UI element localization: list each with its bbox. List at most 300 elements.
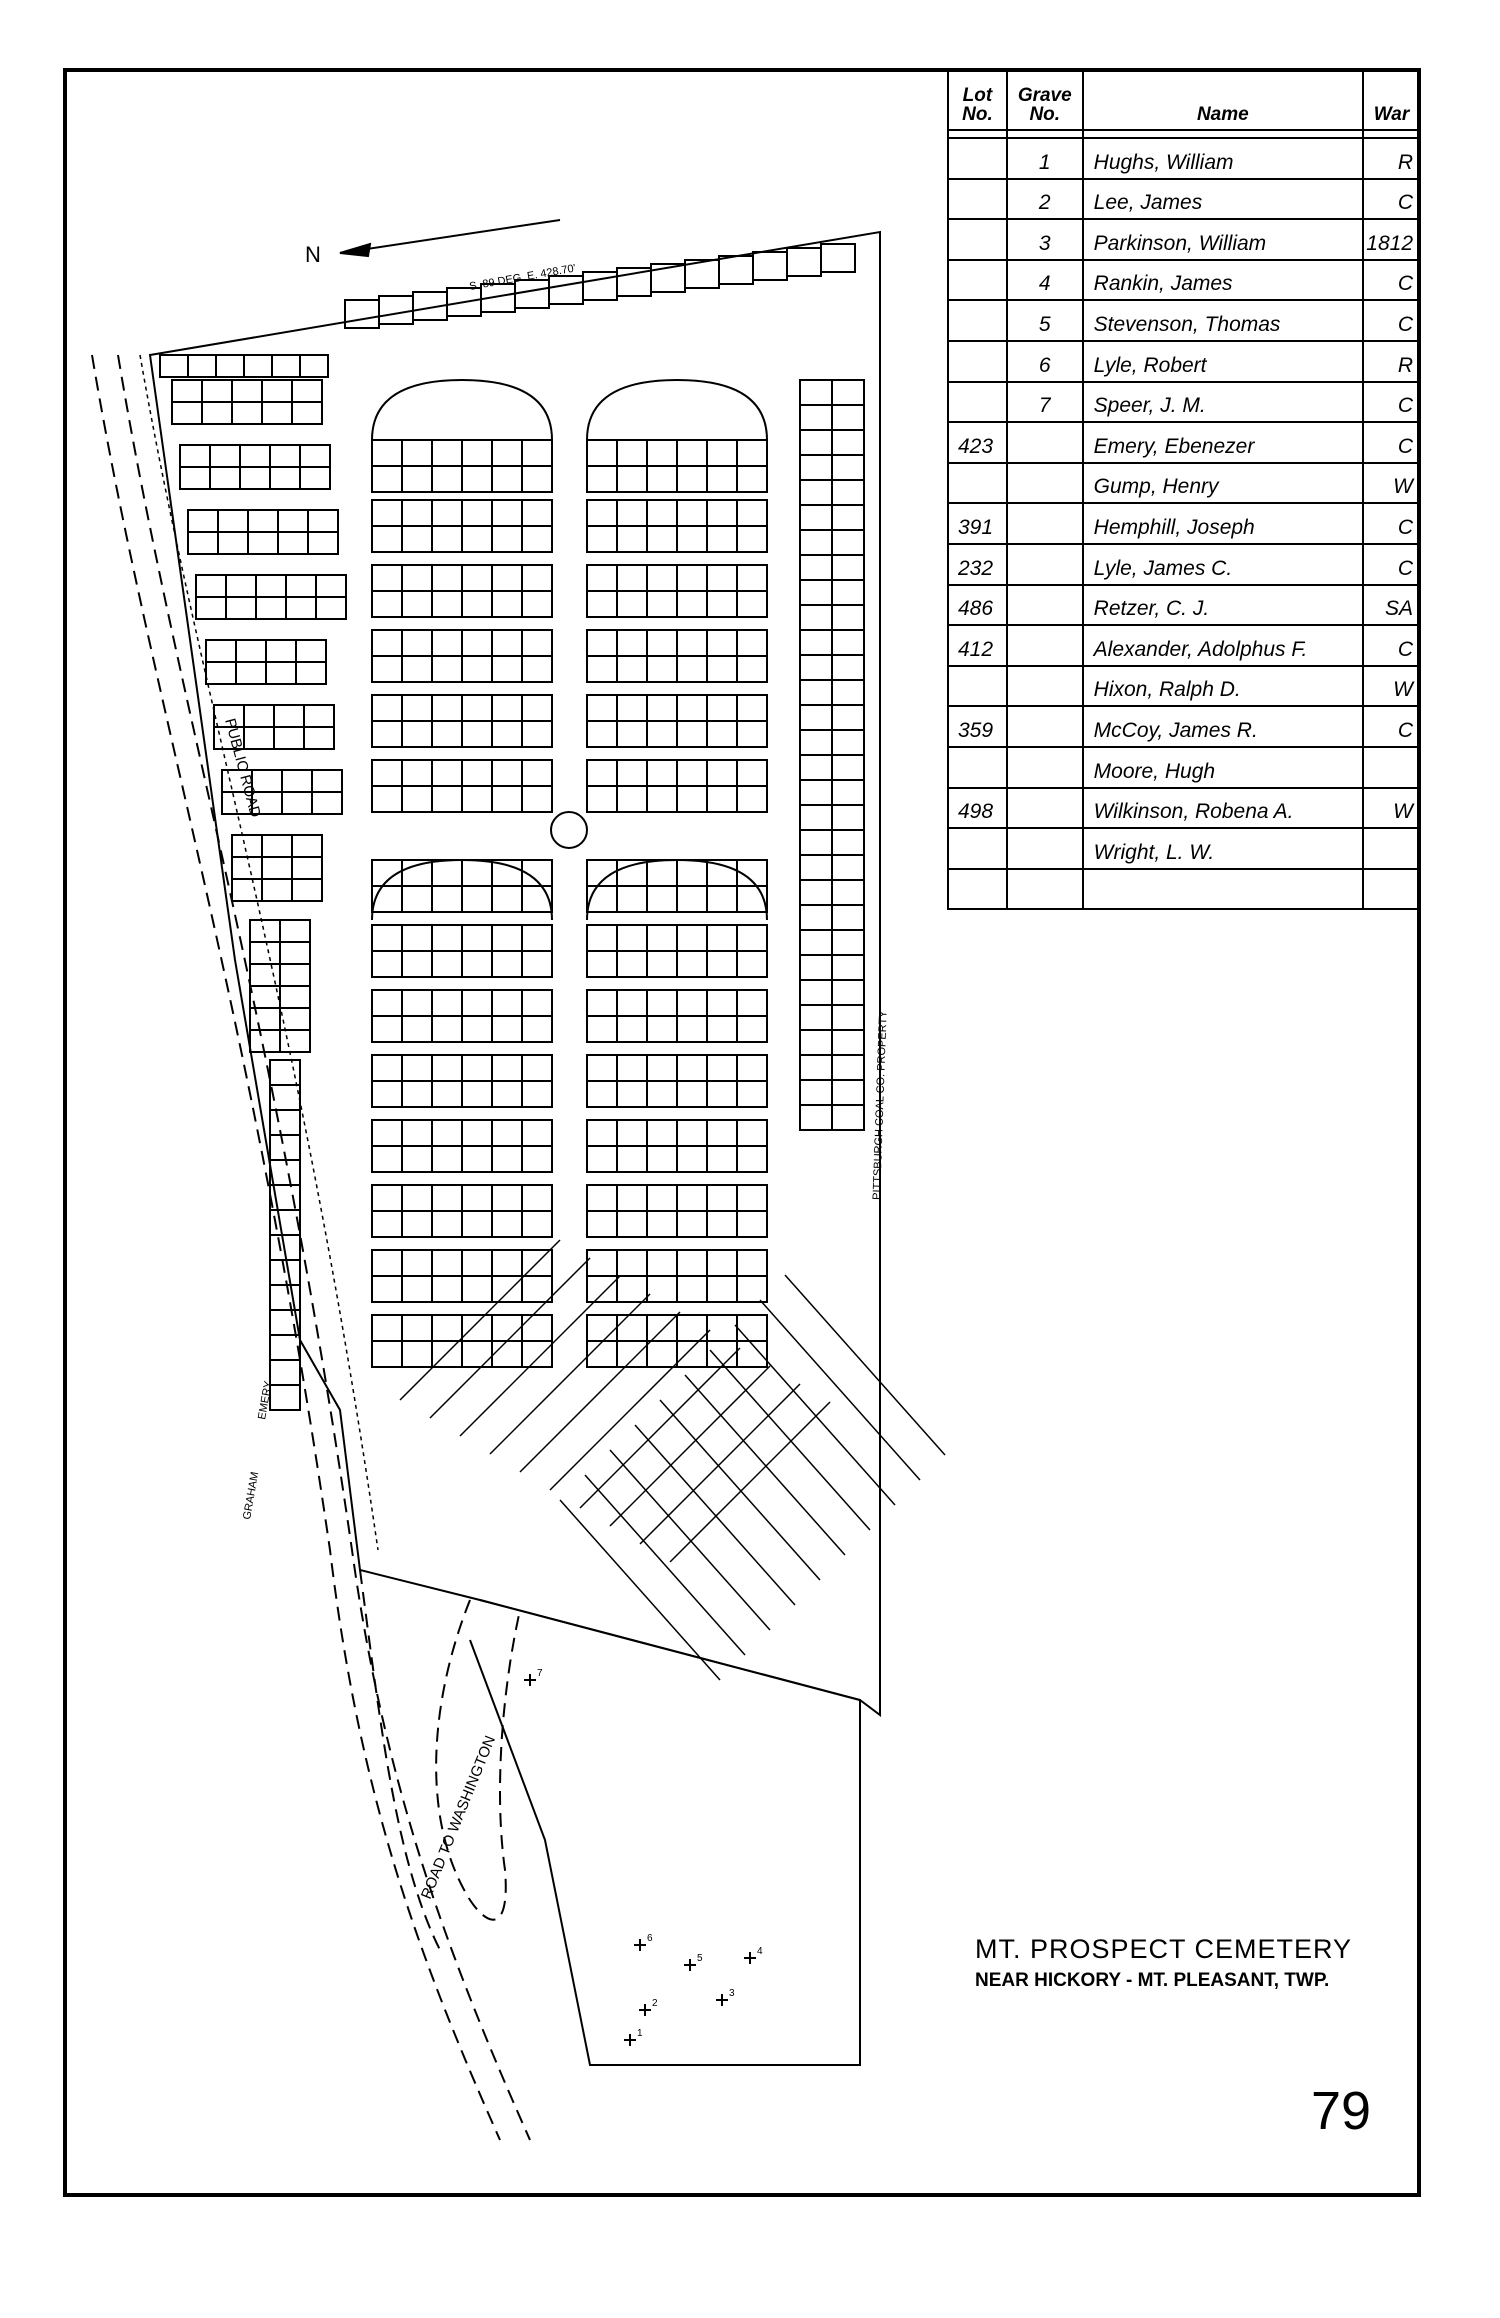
lot-cell [402,1315,432,1341]
lot-cell [462,860,492,886]
lot-cell [617,1276,647,1302]
lot-cell [372,1146,402,1172]
lot-cell [587,466,617,492]
cell-name: Moore, Hugh [1083,747,1363,788]
lot-cell [587,1250,617,1276]
lot-cell [832,730,864,755]
lot-block-center [372,630,552,682]
lot-block-center [587,630,767,682]
lot-cell [800,505,832,530]
lot-block-center [587,440,767,492]
lot-cell [587,630,617,656]
lot-cell [677,695,707,721]
lot-cell [587,1276,617,1302]
diagonal-lot-line [785,1275,945,1455]
lot-cell [737,721,767,747]
lot-cell [800,655,832,680]
lot-block-left [196,575,346,619]
lot-block-center [587,695,767,747]
lot-block-center [372,860,552,912]
lot-cell [372,721,402,747]
lot-cell [492,721,522,747]
lot-cell [587,695,617,721]
lot-cell [787,248,821,276]
cell-grave: 6 [1007,341,1083,382]
lot-block-center [372,990,552,1042]
cell-lot [948,179,1007,220]
lot-cell [280,942,310,964]
lot-cell [522,466,552,492]
lot-cell [587,1016,617,1042]
lot-cell [402,1211,432,1237]
lot-cell [800,705,832,730]
lot-cell [707,760,737,786]
lot-cell [218,510,248,532]
lot-cell [647,1211,677,1237]
cell-grave [1007,828,1083,869]
lot-cell [737,500,767,526]
lot-cell [278,532,308,554]
lot-cell [432,1211,462,1237]
lot-cell [832,480,864,505]
cell-war: C [1363,625,1420,666]
lot-cell [210,445,240,467]
lot-cell [280,1008,310,1030]
lot-cell [372,656,402,682]
cell-lot: 486 [948,585,1007,626]
lot-cell [677,1250,707,1276]
lot-cell [617,951,647,977]
lot-cell [402,1146,432,1172]
cell-grave [1007,625,1083,666]
cell-lot: 391 [948,503,1007,544]
table-row [948,341,1420,382]
lot-cell [617,440,647,466]
lot-cell [372,1055,402,1081]
cell-grave [1007,422,1083,463]
lot-cell [462,440,492,466]
lot-cell [522,1211,552,1237]
lot-cell [402,565,432,591]
lot-cell [226,575,256,597]
lot-cell [587,886,617,912]
lot-cell [402,760,432,786]
lot-cell [587,440,617,466]
lot-cell [800,1030,832,1055]
cell-lot [948,463,1007,504]
lot-cell [232,835,262,857]
cross-icon [634,1939,646,1951]
cell-lot [948,747,1007,788]
lot-cell [240,467,270,489]
lot-cell [492,886,522,912]
north-label: N [305,242,321,267]
cell-lot [948,382,1007,423]
lot-cell [677,591,707,617]
lot-cell [522,656,552,682]
lot-cell [677,1055,707,1081]
lot-cell [800,855,832,880]
lot-cell [402,1016,432,1042]
lot-cell [282,770,312,792]
lot-cell [492,1341,522,1367]
lot-cell [617,1146,647,1172]
diagonal-lot-line [460,1276,620,1436]
lot-cell [316,597,346,619]
lot-cell [522,951,552,977]
lot-cell [402,591,432,617]
lot-cell [800,530,832,555]
lot-cell [296,640,326,662]
lot-cell [737,925,767,951]
lot-cell [270,1160,300,1185]
lot-cell [462,1211,492,1237]
lot-cell [248,532,278,554]
lot-cell [196,597,226,619]
lot-cell [677,500,707,526]
lot-cell [832,930,864,955]
cell-name: Rankin, James [1083,260,1363,301]
lot-cell [308,532,338,554]
lot-cell [707,1146,737,1172]
lot-block-center [372,500,552,552]
cell-war: C [1363,503,1420,544]
lot-cell [707,695,737,721]
lot-cell [707,466,737,492]
lot-cell [270,1385,300,1410]
lot-cell [647,721,677,747]
diagonal-lot-line [560,1500,720,1680]
lot-cell [587,1055,617,1081]
lot-cell [800,430,832,455]
lot-cell [677,565,707,591]
lot-cell [647,591,677,617]
table-row [948,503,1420,544]
lot-cell [432,1055,462,1081]
lot-cell [800,455,832,480]
lot-cell [492,760,522,786]
lot-cell [647,1146,677,1172]
table-row [948,219,1420,260]
lot-cell [308,510,338,532]
lot-cell [800,630,832,655]
header-grave: Grave No. [1007,71,1083,130]
cell-lot [948,869,1007,910]
lot-cell [832,455,864,480]
lot-cell [677,630,707,656]
lot-cell [188,510,218,532]
map-labels [221,242,889,1901]
lot-cell [432,860,462,886]
lot-cell [372,591,402,617]
grave-marker-number: 5 [697,1953,703,1964]
cell-war: R [1363,138,1420,179]
cell-lot [948,260,1007,301]
header-lot: Lot No. [948,71,1007,130]
lot-cell [587,951,617,977]
lot-cell [402,1276,432,1302]
lot-cell [522,1185,552,1211]
lot-cell [832,430,864,455]
lot-block-center [587,860,767,912]
table-row [948,260,1420,301]
lot-block-left [206,640,326,684]
lot-cell [270,1360,300,1385]
cell-grave: 4 [1007,260,1083,301]
lot-cell [677,1120,707,1146]
lot-cell [462,1315,492,1341]
lot-cell [587,721,617,747]
lot-cell [244,705,274,727]
lot-cell [432,466,462,492]
table-row [948,138,1420,179]
lot-cell [286,597,316,619]
lot-cell [647,760,677,786]
cell-grave [1007,585,1083,626]
cell-grave [1007,788,1083,829]
lot-cell [492,1250,522,1276]
lower-field [470,1600,860,2065]
lot-cell [492,860,522,886]
lot-cell [462,565,492,591]
lot-cell [250,942,280,964]
lot-cell [617,591,647,617]
lot-cell [522,695,552,721]
lot-cell [462,721,492,747]
lot-cell [800,405,832,430]
lot-cell [677,990,707,1016]
lot-cell [737,951,767,977]
lot-cell [522,886,552,912]
lot-cell [587,1211,617,1237]
lot-cell [402,1341,432,1367]
lot-cell [462,500,492,526]
grave-marker-number: 1 [637,2028,643,2039]
cell-name: Lee, James [1083,179,1363,220]
lot-cell [432,1120,462,1146]
lot-cell [800,905,832,930]
map-lines [92,220,945,2140]
lot-cell [432,630,462,656]
lot-cell [492,925,522,951]
lot-cell [270,1285,300,1310]
lot-cell [345,300,379,328]
lot-cell [617,1081,647,1107]
lot-cell [677,1276,707,1302]
lot-cell [462,1146,492,1172]
lot-cell [372,1341,402,1367]
lot-block-center [587,1315,767,1367]
lot-cell [372,1120,402,1146]
lot-cell [462,1250,492,1276]
lot-cell [462,466,492,492]
lot-cell [262,857,292,879]
lot-cell [719,256,753,284]
cell-name: Hixon, Ralph D. [1083,666,1363,707]
lot-cell [832,530,864,555]
lot-cell [432,886,462,912]
lot-cell [617,1315,647,1341]
lot-cell [402,466,432,492]
lot-cell [462,760,492,786]
grave-marker [684,1953,703,1971]
table-row [948,585,1420,626]
lot-cell [432,925,462,951]
lot-cell [522,1055,552,1081]
lot-cell [206,662,236,684]
lot-cell [210,467,240,489]
table-row [948,463,1420,504]
lot-cell [737,565,767,591]
cross-icon [624,2034,636,2046]
lot-cell [304,727,334,749]
cell-grave: 7 [1007,382,1083,423]
lot-cell [492,1016,522,1042]
cell-war [1363,869,1420,910]
lot-cell [647,925,677,951]
lot-cell [244,727,274,749]
lot-cell [587,591,617,617]
lot-cell [492,1081,522,1107]
lot-cell [832,830,864,855]
lot-cell [462,786,492,812]
lot-cell [262,380,292,402]
cell-lot [948,300,1007,341]
lot-cell [677,1016,707,1042]
cell-grave [1007,666,1083,707]
lot-block-center [372,925,552,977]
cell-grave: 1 [1007,138,1083,179]
lot-cell [800,1055,832,1080]
cell-grave [1007,706,1083,747]
lot-block-center [587,760,767,812]
diagonal-lot-line [430,1258,590,1418]
lot-cell [522,565,552,591]
bearing-label: S. 89 DEG. E. 428.70' [468,262,577,293]
lot-cell [647,466,677,492]
lot-cell [800,780,832,805]
lot-cell [800,605,832,630]
cell-war: W [1363,666,1420,707]
lot-cell [492,951,522,977]
lot-cell [300,467,330,489]
lot-cell [402,925,432,951]
lot-cell [262,402,292,424]
lot-cell [372,1016,402,1042]
graham-label: GRAHAM [241,1470,262,1521]
diagonal-lot-line [685,1375,845,1555]
lot-cell [402,526,432,552]
cemetery-title: MT. PROSPECT CEMETERY [975,1934,1353,1964]
lot-cell [236,640,266,662]
lot-cell [432,721,462,747]
lot-cell [372,565,402,591]
lot-cell [492,630,522,656]
cell-war: C [1363,260,1420,301]
lot-cell [677,925,707,951]
lot-block-center [372,565,552,617]
cell-war: C [1363,382,1420,423]
lot-cell [707,1016,737,1042]
lot-cell [677,1341,707,1367]
lot-cell [587,1315,617,1341]
lot-cell [372,440,402,466]
lot-cell [232,857,262,879]
lot-cell [492,1146,522,1172]
grave-marker [639,1998,658,2016]
lot-cell [587,565,617,591]
lot-cell [800,805,832,830]
lot-cell [432,565,462,591]
table-header-row [948,71,1420,130]
lot-block-center [587,990,767,1042]
lot-cell [832,1005,864,1030]
lot-cell [372,990,402,1016]
lot-cell [492,1276,522,1302]
lot-cell [707,565,737,591]
lot-cell [737,990,767,1016]
lot-cell [587,656,617,682]
lot-cell [647,440,677,466]
lot-cell [617,1055,647,1081]
cell-war: C [1363,422,1420,463]
lot-cell [316,575,346,597]
lot-cell [832,1080,864,1105]
lot-cell [492,695,522,721]
cell-lot [948,138,1007,179]
lot-cell [707,440,737,466]
lot-cell [647,786,677,812]
cell-lot [948,219,1007,260]
lot-block-center [372,760,552,812]
cell-name: Hughs, William [1083,138,1363,179]
lot-block-left [188,510,338,554]
lot-cell [402,990,432,1016]
lot-cell [707,656,737,682]
north-arrowhead [340,244,370,256]
emery-label: EMERY [256,1380,275,1421]
lot-cell [402,721,432,747]
lot-cell [522,1315,552,1341]
lot-cell [737,440,767,466]
lot-cell [172,380,202,402]
public-road-line [118,355,530,2140]
lot-cell [492,1211,522,1237]
lot-cell [250,920,280,942]
lot-cell [522,925,552,951]
cross-icon [639,2004,651,2016]
lot-cell [677,760,707,786]
lot-cell [432,656,462,682]
lot-cell [647,630,677,656]
lot-cell [647,1120,677,1146]
rounded-block [372,380,552,440]
cell-lot: 498 [948,788,1007,829]
cemetery-boundary [150,232,880,1715]
lot-block-center [587,925,767,977]
lot-cell [402,500,432,526]
cell-name: Hemphill, Joseph [1083,503,1363,544]
burial-table [947,70,1421,910]
cell-lot: 423 [948,422,1007,463]
lot-block-left [180,445,330,489]
lot-cell [647,1341,677,1367]
lot-cell [647,656,677,682]
lot-cell [707,1055,737,1081]
cell-lot [948,828,1007,869]
lot-cell [462,925,492,951]
lot-cell [832,1105,864,1130]
